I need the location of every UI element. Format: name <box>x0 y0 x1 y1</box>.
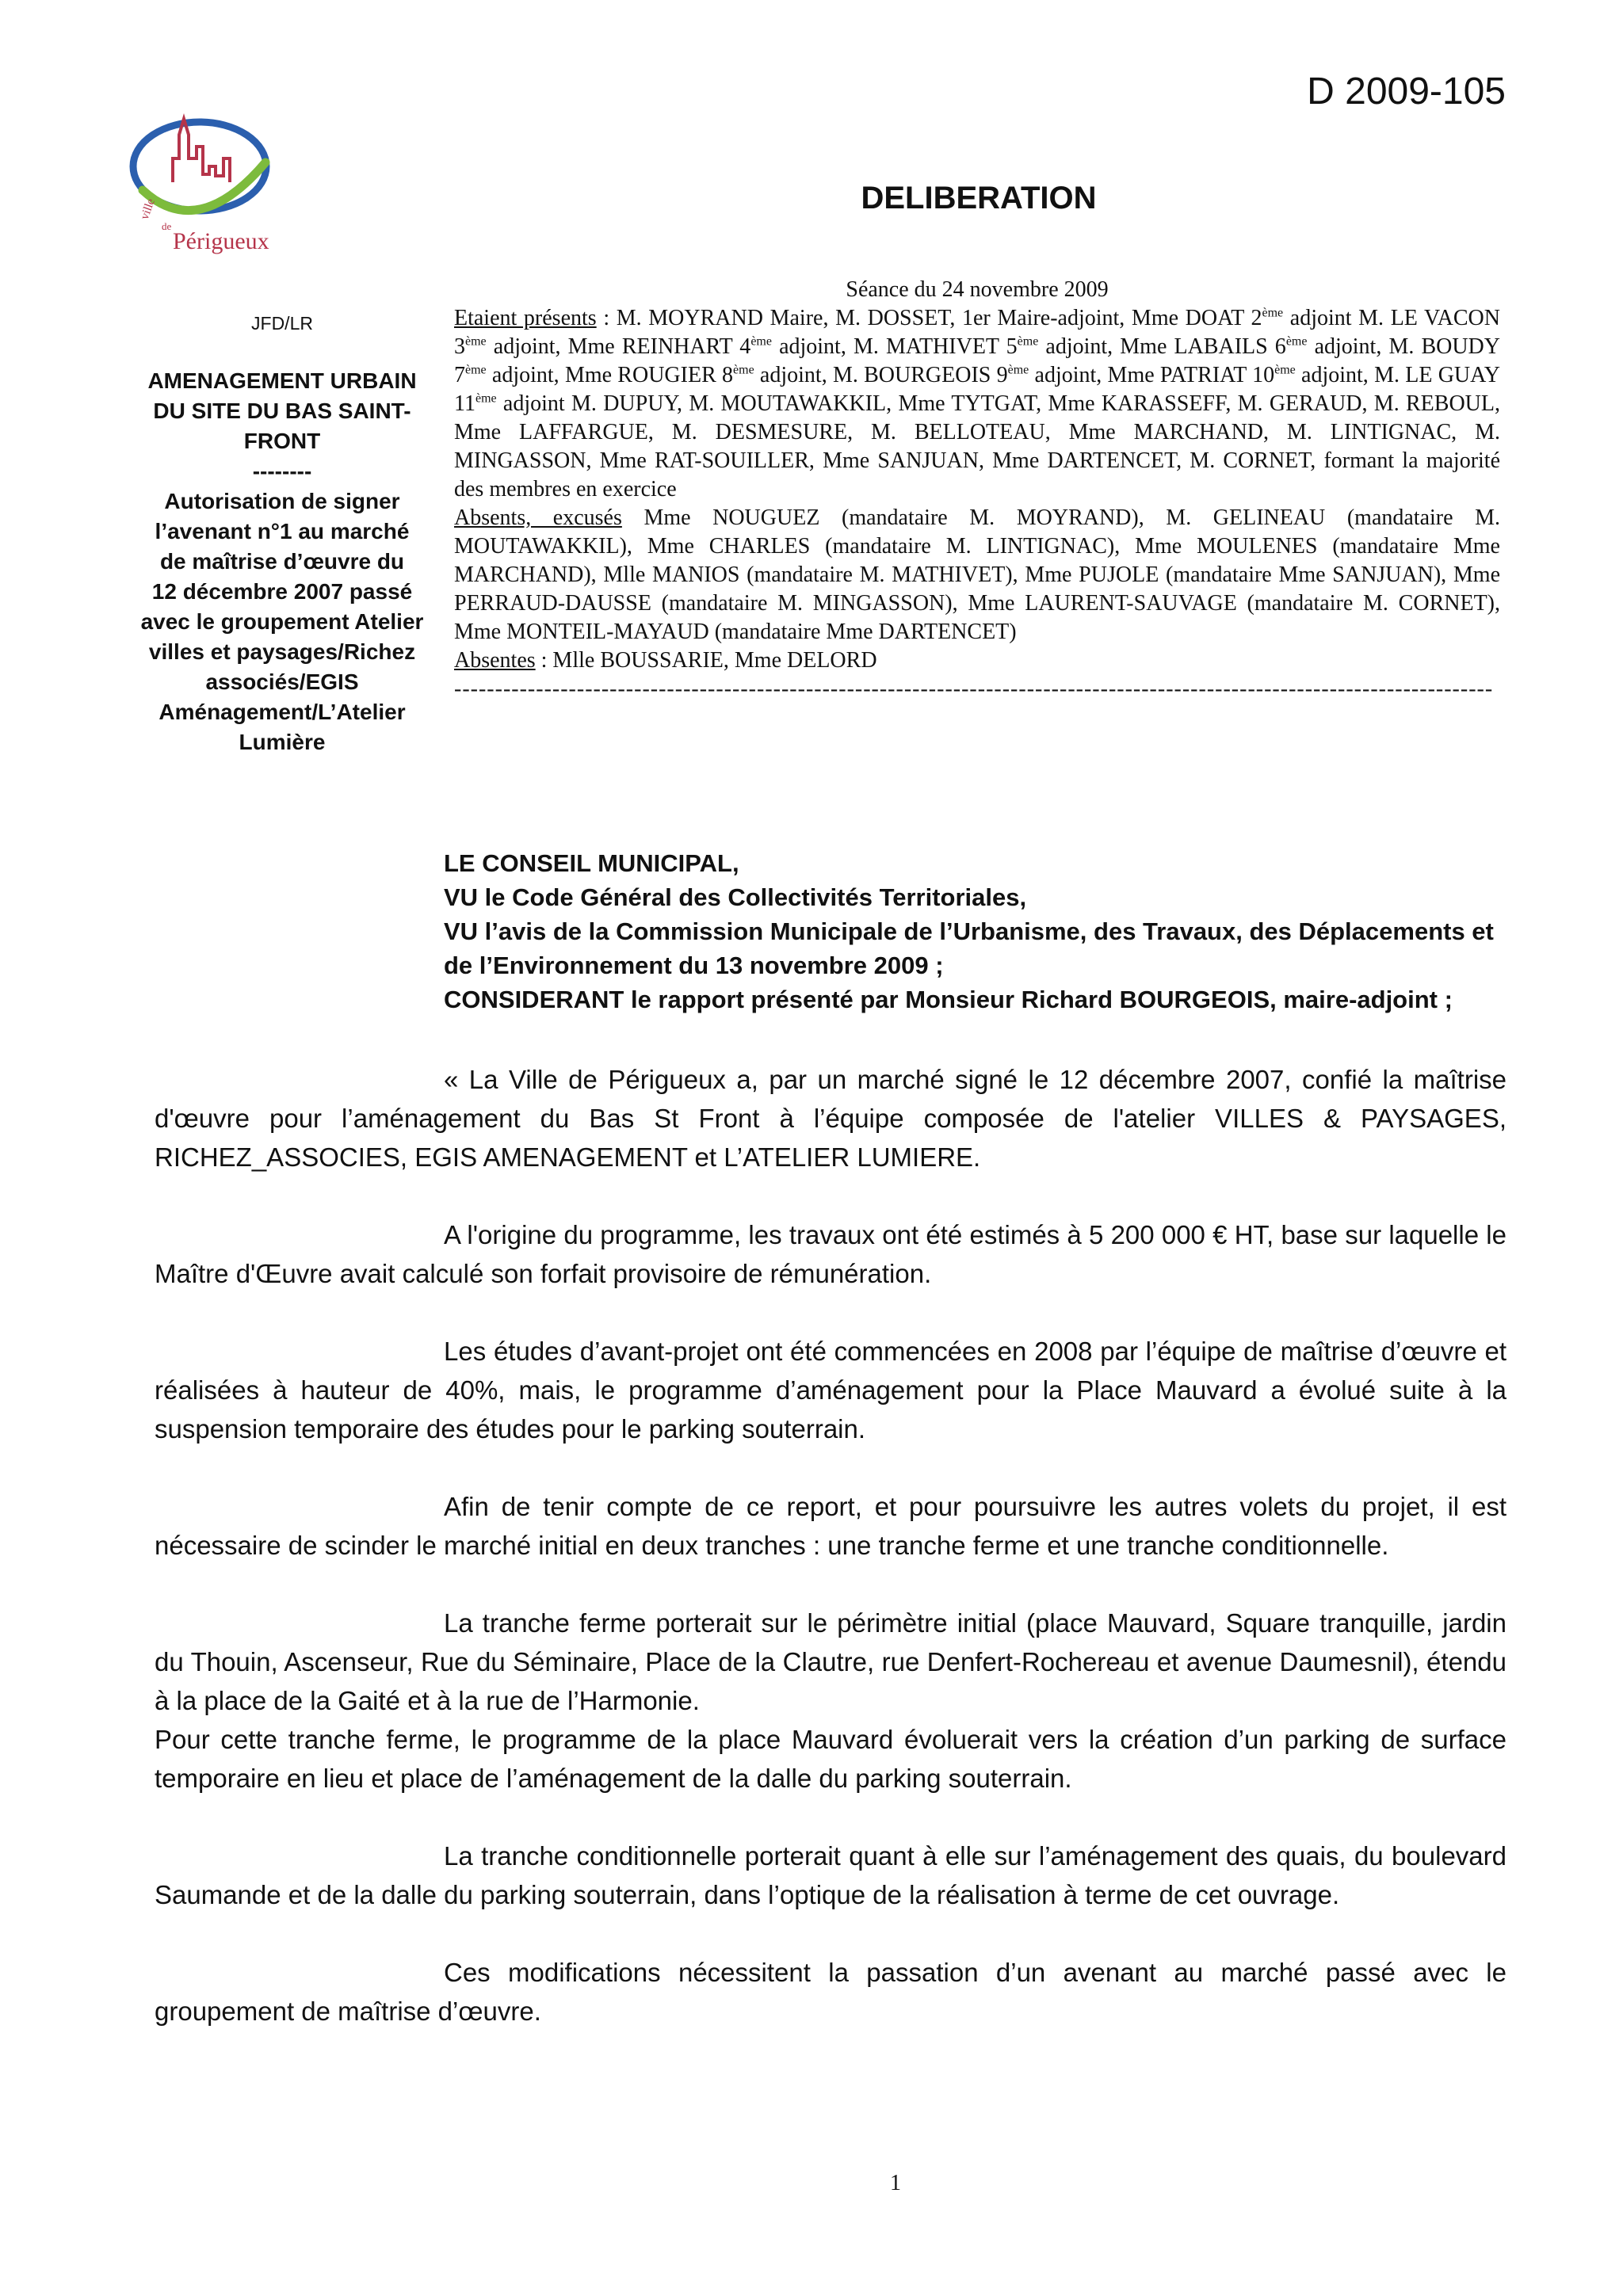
subject-line: associés/EGIS <box>205 669 359 694</box>
city-logo <box>111 103 333 261</box>
subject-line: Lumière <box>239 730 326 754</box>
absents-label: Absents, excusés <box>454 505 622 530</box>
subject-line: 12 décembre 2007 passé <box>151 579 413 604</box>
logo-word-city: Périgueux <box>173 228 269 254</box>
document-title: DELIBERATION <box>861 181 1097 215</box>
council-line: VU le Code Général des Collectivités Territoriales, <box>444 883 1027 911</box>
council-line: LE CONSEIL MUNICIPAL, <box>444 849 739 877</box>
subject-line: villes et paysages/Richez <box>148 639 416 664</box>
subject-line: avec le groupement Atelier <box>140 609 424 634</box>
body-paragraph: A l'origine du programme, les travaux ont été estimés à 5 200 000 € HT, base sur laquelle le Maître d'Œuvre avait calculé son forfait provisoire de rémunération. <box>155 1220 1507 1288</box>
body-paragraph: Pour cette tranche ferme, le programme de la place Mauvard évoluerait vers la création d’un parking de surface temporaire en lieu et place de l’aménagement de la dalle du parking souterrain. <box>155 1725 1507 1793</box>
logo-word-ville: ville <box>138 196 158 222</box>
logo-skyline <box>173 119 230 182</box>
subject-line: FRONT <box>243 429 321 453</box>
session-date: Séance du 24 novembre 2009 <box>846 277 1109 302</box>
council-line: CONSIDERANT le rapport présenté par Monsieur Richard BOURGEOIS, maire-adjoint ; <box>444 986 1453 1013</box>
body-paragraph: « La Ville de Périgueux a, par un marché signé le 12 décembre 2007, confié la maîtrise d'œuvre pour l’aménagement du Bas St Front à l’équipe composée de l'atelier VILLES & PAYSAGES, RICHEZ_ASSOCIES, EGIS AMENAGEMENT et L’ATELIER LUMIERE. <box>155 1065 1507 1172</box>
author-initials: JFD/LR <box>251 313 313 334</box>
subject-line: -------- <box>252 459 312 483</box>
logo-word-de: de <box>162 220 172 232</box>
council-line: VU l’avis de la Commission Municipale de l’Urbanisme, des Travaux, des Déplacements et de l’Environnement du 13 novembre 2009 ; <box>444 917 1494 979</box>
attendance-block <box>454 276 1500 704</box>
body-paragraph: La tranche ferme porterait sur le périmètre initial (place Mauvard, Square tranquille, jardin du Thouin, Ascenseur, Rue du Séminaire, Place de la Clautre, rue Denfert-Rochereau et avenue Daumesnil), étendu à la place de la Gaité et à la rue de l’Harmonie. <box>155 1608 1507 1715</box>
body-paragraph: La tranche conditionnelle porterait quant à elle sur l’aménagement des quais, du boulevard Saumande et de la dalle du parking souterrain, dans l’optique de la réalisation à terme de cet ouvrage. <box>155 1841 1507 1909</box>
absent-members: Absentes : Mlle BOUSSARIE, Mme DELORD <box>454 648 877 673</box>
council-preamble <box>444 846 1506 1016</box>
present-label: Etaient présents <box>454 306 597 330</box>
body-paragraph: Les études d’avant-projet ont été commencées en 2008 par l’équipe de maîtrise d’œuvre et réalisées à hauteur de 40%, mais, le programme d’aménagement pour la Place Mauvard a évolué suite à la suspension temporaire des études pour le parking souterrain. <box>155 1337 1507 1444</box>
subject-line: AMENAGEMENT URBAIN <box>147 368 417 393</box>
document-reference: D 2009-105 <box>1307 71 1506 113</box>
separator-line: ------------------------------------------------------------------------------------------------------------------------------- <box>454 677 1494 701</box>
subject-line: Autorisation de signer <box>164 489 400 513</box>
absentes-label: Absentes <box>454 648 536 673</box>
present-members: Etaient présents : M. MOYRAND Maire, M. DOSSET, 1er Maire-adjoint, Mme DOAT 2ème adjoint M. LE VACON 3ème adjoint, Mme REINHART 4ème adjoint, M. MATHIVET 5ème adjoint, Mme LABAILS 6ème adjoint, M. BOUDY 7ème adjoint, Mme ROUGIER 8ème adjoint, M. BOURGEOIS 9ème adjoint, Mme PATRIAT 10ème adjoint, M. LE GUAY 11ème adjoint M. DUPUY, M. MOUTAWAKKIL, Mme TYTGAT, Mme KARASSEFF, M. GERAUD, M. REBOUL, Mme LAFFARGUE, M. DESMESURE, M. BELLOTEAU, Mme MARCHAND, M. LINTIGNAC, M. MINGASSON, Mme RAT-SOUILLER, Mme SANJUAN, Mme DARTENCET, M. CORNET, formant la majorité des membres en exercice <box>454 306 1501 502</box>
logo-graphic <box>111 103 333 261</box>
subject-line: DU SITE DU BAS SAINT- <box>153 399 411 423</box>
excused-members: Absents, excusés Mme NOUGUEZ (mandataire M. MOYRAND), M. GELINEAU (mandataire M. MOUTAWAKKIL), Mme CHARLES (mandataire M. LINTIGNAC), Mme MOULENES (mandataire Mme MARCHAND), Mlle MANIOS (mandataire M. MATHIVET), Mme PUJOLE (mandataire Mme SANJUAN), Mme PERRAUD-DAUSSE (mandataire M. MINGASSON), Mme LAURENT-SAUVAGE (mandataire M. CORNET), Mme MONTEIL-MAYAUD (mandataire Mme DARTENCET) <box>454 505 1501 644</box>
left-column <box>139 313 425 757</box>
subject-line: l’avenant n°1 au marché <box>155 519 410 543</box>
body-paragraph: Afin de tenir compte de ce report, et pour poursuivre les autres volets du projet, il est nécessaire de scinder le marché initial en deux tranches : une tranche ferme et une tranche conditionnelle. <box>155 1492 1507 1560</box>
body-paragraph: Ces modifications nécessitent la passation d’un avenant au marché passé avec le groupement de maîtrise d’œuvre. <box>155 1958 1507 2026</box>
page-number: 1 <box>890 2171 901 2195</box>
subject-line: Aménagement/L’Atelier <box>158 700 406 724</box>
subject-line: de maîtrise d’œuvre du <box>159 549 405 574</box>
deliberation-body <box>155 1060 1507 2069</box>
